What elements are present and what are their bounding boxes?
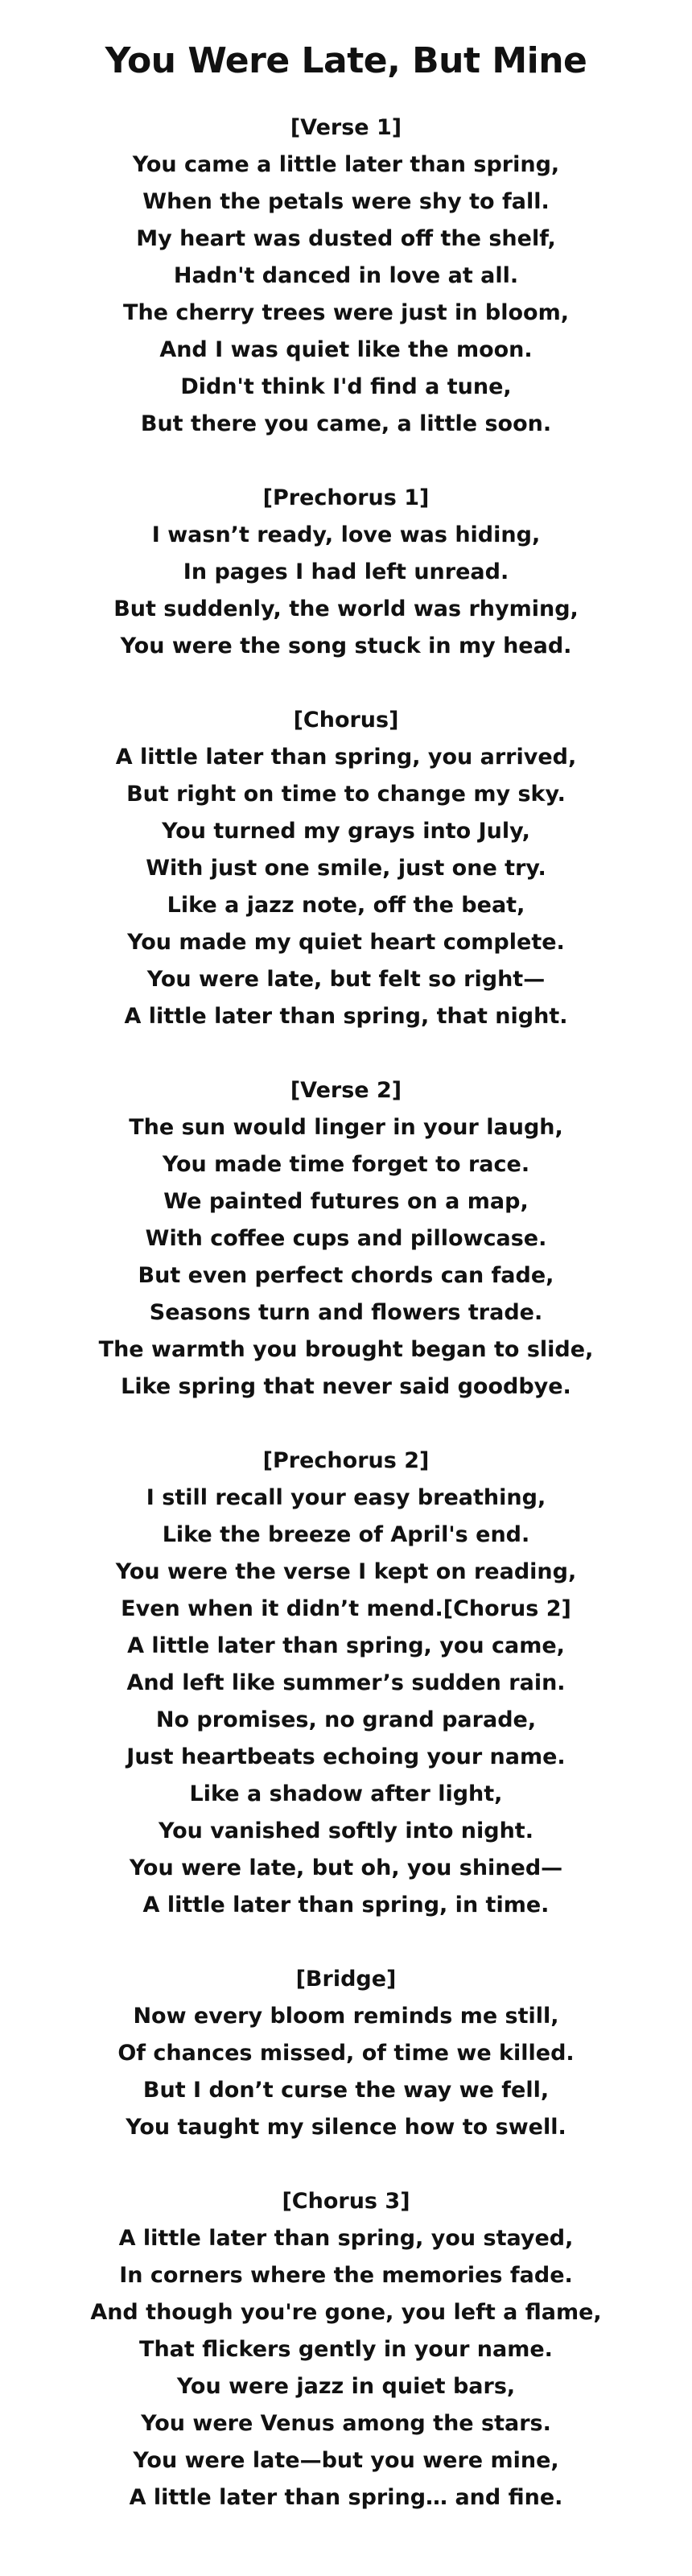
section-header: [Chorus 3] xyxy=(282,2189,410,2214)
section-header: [Verse 1] xyxy=(290,115,402,140)
lyric-line: The warmth you brought began to slide, xyxy=(98,1337,594,1362)
lyric-line: You were late, but oh, you shined— xyxy=(129,1856,563,1880)
lyric-line: In corners where the memories fade. xyxy=(119,2263,573,2288)
lyric-line: The sun would linger in your laugh, xyxy=(129,1115,563,1140)
lyric-line: Hadn't danced in love at all. xyxy=(173,263,519,288)
lyric-line: No promises, no grand parade, xyxy=(155,1707,537,1732)
lyric-line: You were late, but felt so right— xyxy=(146,967,546,992)
lyric-line: A little later than spring, that night. xyxy=(124,1004,568,1029)
lyric-line: A little later than spring, you stayed, xyxy=(118,2226,574,2251)
lyric-line: In pages I had left unread. xyxy=(183,559,509,584)
lyric-line: And left like summer’s sudden rain. xyxy=(126,1670,566,1695)
song-title: You Were Late, But Mine xyxy=(105,40,587,81)
lyric-line: Now every bloom reminds me still, xyxy=(133,2004,559,2029)
lyric-line: And though you're gone, you left a flame, xyxy=(90,2300,602,2325)
lyric-line: You made time forget to race. xyxy=(162,1152,530,1177)
section-header: [Chorus] xyxy=(293,708,399,733)
lyric-line: But suddenly, the world was rhyming, xyxy=(113,597,579,621)
stanza-gap xyxy=(0,1035,692,1072)
lyric-line: You vanished softly into night. xyxy=(159,1818,533,1843)
section-header: [Verse 2] xyxy=(290,1078,402,1103)
lyric-line: I still recall your easy breathing, xyxy=(146,1485,546,1510)
lyric-line: You were the song stuck in my head. xyxy=(120,634,572,658)
lyric-line: Of chances missed, of time we killed. xyxy=(117,2041,575,2066)
lyric-line: We painted futures on a map, xyxy=(163,1189,529,1214)
lyric-line: Didn't think I'd find a tune, xyxy=(180,374,512,399)
lyric-line: But right on time to change my sky. xyxy=(126,782,566,807)
lyric-line: Like spring that never said goodbye. xyxy=(121,1374,571,1399)
lyric-line: You came a little later than spring, xyxy=(132,152,560,177)
lyric-line: But even perfect chords can fade, xyxy=(138,1263,554,1288)
lyric-line: Seasons turn and flowers trade. xyxy=(149,1300,543,1325)
lyric-line: A little later than spring, you arrived, xyxy=(115,745,577,770)
lyric-line: When the petals were shy to fall. xyxy=(142,189,550,214)
lyric-line: That flickers gently in your name. xyxy=(139,2337,553,2362)
lyrics-body xyxy=(0,109,692,2516)
lyric-line: You were jazz in quiet bars, xyxy=(176,2374,516,2399)
lyric-line: My heart was dusted off the shelf, xyxy=(136,226,556,251)
lyric-line: You turned my grays into July, xyxy=(162,819,530,844)
lyric-line: With coffee cups and pillowcase. xyxy=(145,1226,547,1251)
lyric-line: Like a shadow after light, xyxy=(189,1781,503,1806)
lyric-line: A little later than spring, in time. xyxy=(142,1893,550,1918)
stanza-gap xyxy=(0,1406,692,1443)
lyric-line: You were late—but you were mine, xyxy=(133,2448,559,2473)
lyric-line: You were the verse I kept on reading, xyxy=(115,1559,577,1584)
lyric-line: But there you came, a little soon. xyxy=(140,411,552,436)
lyric-line: Just heartbeats echoing your name. xyxy=(126,1744,566,1769)
stanza-gap xyxy=(0,665,692,702)
lyric-line: And I was quiet like the moon. xyxy=(159,337,533,362)
lyric-line: A little later than spring… and fine. xyxy=(129,2485,563,2510)
lyric-line: A little later than spring, you came, xyxy=(127,1633,565,1658)
stanza-gap xyxy=(0,443,692,480)
section-header: [Bridge] xyxy=(295,1967,397,1992)
lyric-line: You made my quiet heart complete. xyxy=(127,930,565,955)
lyric-line: But I don’t curse the way we fell, xyxy=(142,2078,550,2103)
lyric-line: Like the breeze of April's end. xyxy=(162,1522,530,1547)
lyric-line: You were Venus among the stars. xyxy=(141,2411,551,2436)
lyric-line: With just one smile, just one try. xyxy=(146,856,546,881)
stanza-gap xyxy=(0,1924,692,1961)
lyric-line: Like a jazz note, off the beat, xyxy=(167,893,525,918)
stanza-gap xyxy=(0,2146,692,2183)
section-header: [Prechorus 1] xyxy=(262,485,430,510)
section-header: [Prechorus 2] xyxy=(262,1448,430,1473)
lyric-line: I wasn’t ready, love was hiding, xyxy=(151,522,541,547)
lyric-line: You taught my silence how to swell. xyxy=(126,2115,566,2140)
lyric-line: The cherry trees were just in bloom, xyxy=(123,300,569,325)
lyric-line: Even when it didn’t mend.[Chorus 2] xyxy=(121,1596,571,1621)
